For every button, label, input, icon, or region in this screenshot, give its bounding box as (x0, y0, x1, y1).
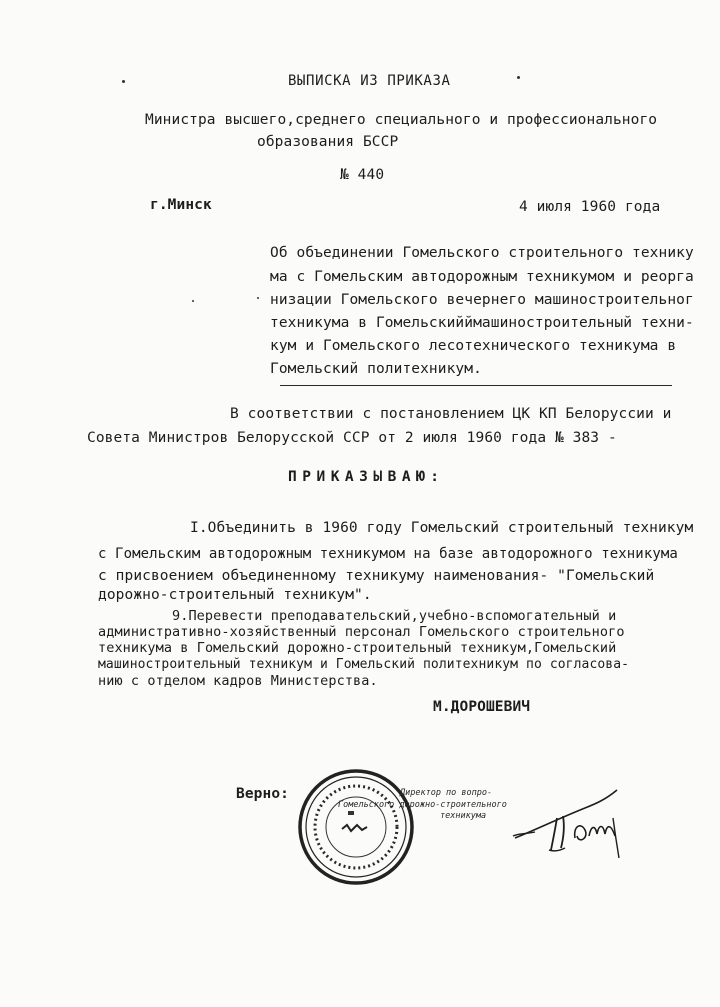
point-2-line: техникума в Гомельский дорожно-строительный техникум,Гомельский (98, 640, 617, 656)
point-2-line: административно-хозяйственный персонал Гомельского строительного (98, 624, 625, 640)
handwritten-signature-icon (505, 778, 645, 868)
signatory-name: М.ДОРОШЕВИЧ (433, 699, 531, 715)
point-2-line: машиностроительный техникум и Гомельский политехникум по согласова- (98, 657, 630, 672)
point-1-line: с Гомельским автодорожным техникумом на базе автодорожного техникума (98, 546, 678, 562)
point-1-line: I.Объединить в 1960 году Гомельский строительный техникум (190, 520, 694, 536)
point-2-line: нию с отделом кадров Министерства. (98, 673, 378, 689)
subject-line: низации Гомельского вечернего машиностроительног (270, 292, 694, 308)
basis-line-1: В соответствии с постановлением ЦК КП Белоруссии и (230, 406, 672, 422)
paper-speck (122, 80, 125, 83)
order-number: № 440 (340, 167, 385, 183)
city: г.Минск (150, 197, 212, 213)
stamp-text-line: техникума (440, 811, 487, 821)
paper-speck (192, 300, 194, 302)
certified-label: Верно: (236, 786, 289, 802)
issuer-line-2: образования БССР (257, 134, 399, 150)
stamp-text-line: Гомельского дорожно-строительного (338, 800, 507, 810)
round-seal-icon (296, 767, 416, 887)
subject-line: кум и Гомельского лесотехнического техникума в (270, 338, 677, 354)
subject-line: Гомельский политехникум. (270, 361, 482, 377)
point-2-line: 9.Перевести преподавательский,учебно-вспомогательный и (172, 608, 617, 624)
order-heading: ПРИКАЗЫВАЮ: (288, 469, 445, 485)
point-1-line: с присвоением объединенному техникуму наименования- "Гомельский (98, 568, 655, 584)
stamp-text-line: Директор по вопро- (400, 788, 493, 798)
paper-speck (517, 76, 520, 79)
paper-speck (257, 297, 259, 299)
subject-divider (280, 385, 672, 386)
subject-line: техникума в Гомельскийймашиностроительный техни- (270, 315, 694, 331)
point-1-line: дорожно-строительный техникум". (98, 587, 372, 603)
order-date: 4 июля 1960 года (519, 199, 661, 215)
subject-line: ма с Гомельским автодорожным техникумом и реорга (270, 269, 694, 285)
issuer-line-1: Министра высшего,среднего специального и профессионального (145, 112, 658, 128)
document-title: ВЫПИСКА ИЗ ПРИКАЗА (288, 73, 451, 89)
subject-line: Об объединении Гомельского строительного технику (270, 245, 694, 261)
basis-line-2: Совета Министров Белорусской ССР от 2 июля 1960 года № 383 - (87, 430, 617, 446)
